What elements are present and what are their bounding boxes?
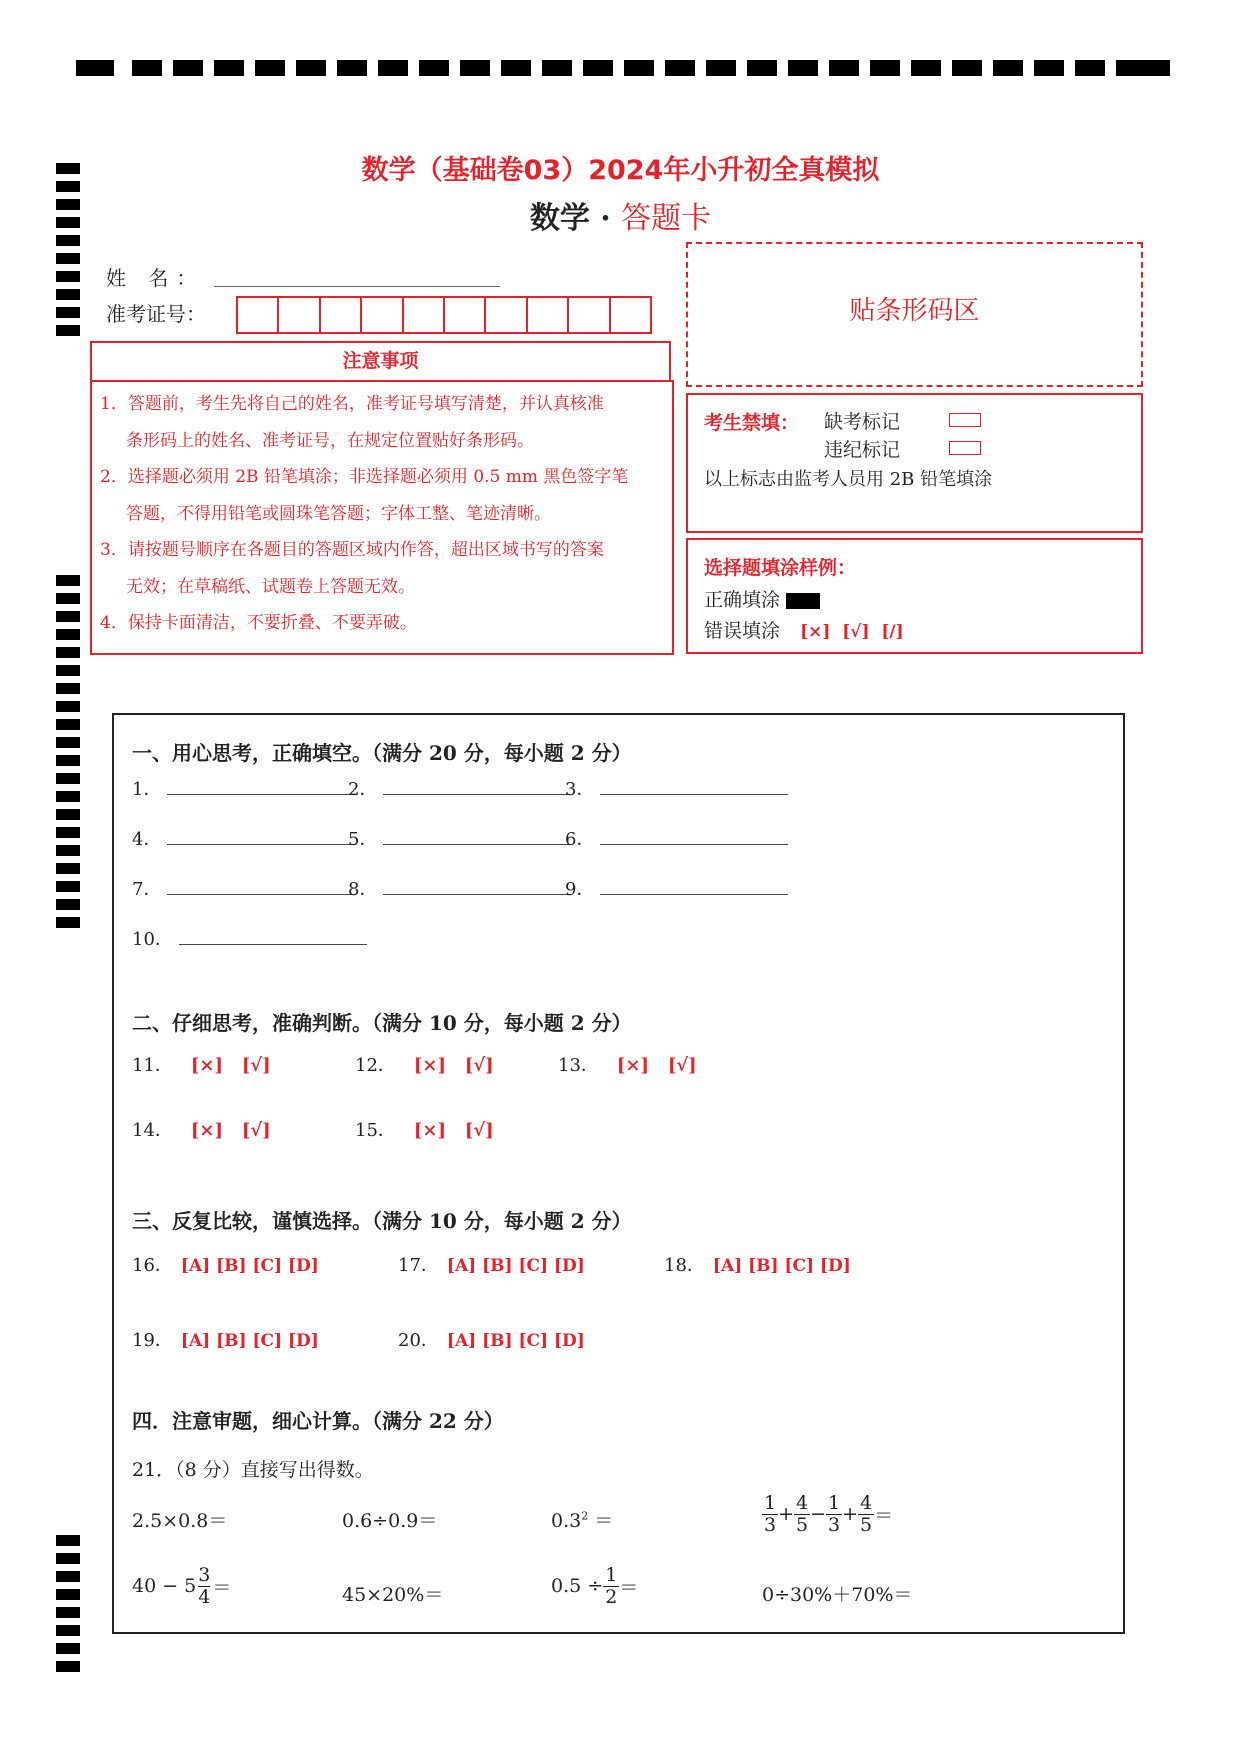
choice-item [664, 1251, 851, 1277]
fill-item-number: 4． [132, 829, 162, 850]
expr-7-head: 0.5 ÷ [551, 1575, 604, 1598]
timing-dash [583, 60, 613, 76]
expr-5 [132, 1565, 231, 1608]
judge-item-number: 13． [558, 1055, 599, 1076]
exam-digit-box[interactable] [569, 296, 610, 334]
choice-item-number: 16． [132, 1255, 173, 1276]
timing-dash [214, 60, 244, 76]
sample-wrong-marks: [×] [√] [/] [800, 622, 904, 642]
timing-mark [56, 629, 80, 640]
fill-item-number: 2． [348, 779, 378, 800]
timing-dash [76, 60, 114, 76]
frac-4-5-b [858, 1493, 874, 1536]
timing-dash [624, 60, 654, 76]
timing-marks-left-2 [56, 575, 80, 940]
timing-mark [56, 809, 80, 820]
timing-mark [56, 683, 80, 694]
timing-mark [56, 719, 80, 730]
timing-mark [56, 737, 80, 748]
absent-mark-box[interactable] [949, 413, 981, 427]
timing-dash [378, 60, 408, 76]
expr-7 [551, 1565, 638, 1608]
expr-3-exp: 2 [581, 1509, 589, 1523]
expr-4 [762, 1493, 893, 1536]
num: 1 [828, 1492, 841, 1514]
name-label: 姓 名： [106, 266, 205, 290]
choice-options[interactable]: [A] [B] [C] [D] [446, 1256, 585, 1276]
judge-item [355, 1116, 494, 1142]
notice-item-2b: 答题，不得用铅笔或圆珠笔答题；字体工整、笔迹清晰。 [126, 503, 551, 524]
choice-item [398, 1326, 585, 1352]
sample-title: 选择题填涂样例： [704, 557, 857, 579]
timing-mark [56, 593, 80, 604]
fill-item [348, 825, 571, 851]
timing-dash [952, 60, 982, 76]
frac-1-3-b [826, 1493, 842, 1536]
exam-number-boxes[interactable] [236, 296, 652, 334]
frac-3-4 [196, 1565, 212, 1608]
timing-dash [665, 60, 695, 76]
timing-mark [56, 253, 80, 264]
timing-mark [56, 917, 80, 928]
answer-blank[interactable] [167, 780, 355, 795]
plus: + [842, 1503, 859, 1526]
choice-item-number: 19． [132, 1330, 173, 1351]
section-4-title: 四．注意审题，细心计算。（满分 22 分） [132, 1409, 504, 1433]
answer-blank[interactable] [167, 880, 355, 895]
plus: + [778, 1503, 795, 1526]
fill-item [132, 875, 355, 901]
num: 1 [605, 1564, 618, 1586]
fill-item-number: 5． [348, 829, 378, 850]
timing-mark [56, 325, 80, 336]
timing-dash [706, 60, 736, 76]
timing-mark [56, 1571, 80, 1582]
answer-blank[interactable] [383, 780, 571, 795]
num: 4 [796, 1492, 809, 1514]
answer-blank[interactable] [600, 880, 788, 895]
num: 4 [860, 1492, 873, 1514]
subtitle-black: 数学 · [529, 201, 611, 236]
fill-item-number: 10． [132, 929, 173, 950]
timing-mark [56, 1535, 80, 1546]
judge-marks[interactable]: [×] [√] [413, 1120, 494, 1141]
exam-digit-box[interactable] [528, 296, 569, 334]
timing-dash [296, 60, 326, 76]
judge-item [355, 1051, 494, 1077]
num: 3 [198, 1564, 211, 1586]
violation-label: 违纪标记 [824, 439, 901, 461]
den: 5 [860, 1513, 873, 1536]
timing-mark [56, 307, 80, 318]
timing-dash [993, 60, 1023, 76]
subtitle-red: 答题卡 [621, 201, 712, 236]
exam-number-label: 准考证号： [106, 302, 206, 326]
notice-item-1b: 条形码上的姓名、准考证号，在规定位置贴好条形码。 [126, 430, 534, 451]
choice-options[interactable]: [A] [B] [C] [D] [180, 1256, 319, 1276]
judge-item [558, 1051, 697, 1077]
timing-mark [56, 899, 80, 910]
minus: − [810, 1503, 827, 1526]
choice-item [398, 1251, 585, 1277]
expr-5-head: 40 − 5 [132, 1575, 197, 1598]
forbidden-note: 以上标志由监考人员用 2B 铅笔填涂 [704, 469, 993, 490]
judge-item-number: 11． [132, 1055, 173, 1076]
expr-1: 2.5×0.8＝ [132, 1510, 228, 1532]
section-3-title: 三、反复比较，谨慎选择。（满分 10 分，每小题 2 分） [132, 1209, 632, 1233]
fill-item-number: 7． [132, 879, 162, 900]
forbidden-box [686, 393, 1143, 533]
timing-mark [56, 827, 80, 838]
fill-item [348, 875, 571, 901]
exam-digit-box[interactable] [362, 296, 403, 334]
fill-item [565, 825, 788, 851]
choice-item-number: 20． [398, 1330, 439, 1351]
answer-blank[interactable] [600, 780, 788, 795]
exam-digit-box[interactable] [236, 296, 279, 334]
timing-dash [542, 60, 572, 76]
timing-dash [870, 60, 900, 76]
timing-mark [56, 647, 80, 658]
timing-dash [911, 60, 941, 76]
timing-dash [460, 60, 490, 76]
exam-digit-box[interactable] [321, 296, 362, 334]
timing-mark [56, 289, 80, 300]
num: 1 [764, 1492, 777, 1514]
notice-title: 注意事项 [342, 350, 419, 372]
timing-dash [419, 60, 449, 76]
fill-item [348, 775, 571, 801]
sample-wrong [704, 616, 904, 643]
judge-marks[interactable]: [×] [√] [616, 1055, 697, 1076]
section-1-title: 一、用心思考，正确填空。（满分 20 分，每小题 2 分） [132, 741, 632, 765]
sample-box [686, 538, 1143, 654]
question-21: 21．（8 分）直接写出得数。 [132, 1459, 374, 1481]
exam-digit-box[interactable] [486, 296, 527, 334]
timing-mark [56, 791, 80, 802]
choice-options[interactable]: [A] [B] [C] [D] [446, 1331, 585, 1351]
notice-item-4: 4．保持卡面清洁，不要折叠、不要弄破。 [100, 613, 417, 633]
timing-mark [56, 611, 80, 622]
judge-item [132, 1116, 271, 1142]
expr-2: 0.6÷0.9＝ [342, 1510, 438, 1532]
den: 2 [605, 1585, 618, 1608]
answer-blank[interactable] [179, 930, 367, 945]
timing-mark [56, 665, 80, 676]
barcode-area [686, 242, 1143, 387]
fill-item-number: 9． [565, 879, 595, 900]
timing-mark [56, 1607, 80, 1618]
timing-dash [788, 60, 818, 76]
frac-4-5-a [794, 1493, 810, 1536]
den: 3 [828, 1513, 841, 1536]
timing-dash [501, 60, 531, 76]
timing-mark [56, 1625, 80, 1636]
answer-blank[interactable] [167, 830, 355, 845]
answer-blank[interactable] [383, 880, 571, 895]
choice-item [132, 1251, 319, 1277]
notice-item-3: 3．请按题号顺序在各题目的答题区域内作答，超出区域书写的答案 [100, 540, 604, 560]
timing-mark [56, 1661, 80, 1672]
notice-header [90, 341, 671, 382]
frac-1-2 [603, 1565, 619, 1608]
fill-item [132, 775, 355, 801]
exam-digit-box[interactable] [404, 296, 445, 334]
timing-mark [56, 773, 80, 784]
expr-8: 0÷30%＋70%＝ [762, 1584, 913, 1606]
name-field[interactable] [214, 286, 500, 287]
choice-options[interactable]: [A] [B] [C] [D] [180, 1331, 319, 1351]
timing-dash [337, 60, 367, 76]
notice-item-1: 1．答题前，考生先将自己的姓名，准考证号填写清楚，并认真核准 [100, 394, 604, 414]
den: 5 [796, 1513, 809, 1536]
timing-dash [1075, 60, 1105, 76]
equals: ＝ [874, 1504, 894, 1527]
timing-mark [56, 755, 80, 766]
timing-mark [56, 1589, 80, 1600]
absent-label: 缺考标记 [824, 411, 901, 433]
judge-marks[interactable]: [×] [√] [190, 1120, 271, 1141]
timing-mark [56, 845, 80, 856]
answer-area [112, 713, 1125, 1634]
notice-body [90, 380, 674, 655]
timing-dash [132, 60, 162, 76]
expr-3-tail: ＝ [588, 1510, 614, 1532]
judge-item-number: 12． [355, 1055, 396, 1076]
fill-item-number: 6． [565, 829, 595, 850]
forbidden-title: 考生禁填： [704, 412, 800, 434]
fill-item [132, 825, 355, 851]
timing-mark [56, 863, 80, 874]
filled-mark-icon [786, 593, 820, 609]
den: 4 [198, 1585, 211, 1608]
timing-marks-top [76, 58, 1168, 80]
expr-6: 45×20%＝ [342, 1584, 444, 1606]
sample-wrong-label: 错误填涂 [704, 620, 781, 642]
choice-item [132, 1326, 319, 1352]
judge-item-number: 15． [355, 1120, 396, 1141]
frac-1-3-a [762, 1493, 778, 1536]
fill-item [132, 925, 367, 951]
choice-item-number: 17． [398, 1255, 439, 1276]
timing-mark [56, 575, 80, 586]
barcode-label: 贴条形码区 [849, 296, 980, 326]
timing-mark [56, 1643, 80, 1654]
expr-3-base: 0.3 [551, 1510, 582, 1532]
choice-item-number: 18． [664, 1255, 705, 1276]
fill-item-number: 3． [565, 779, 595, 800]
exam-digit-box[interactable] [611, 296, 652, 334]
answer-blank[interactable] [383, 830, 571, 845]
fill-item [565, 775, 788, 801]
page-subtitle [0, 193, 1241, 237]
timing-marks-left-1 [56, 163, 80, 343]
judge-marks[interactable]: [×] [√] [190, 1055, 271, 1076]
sample-correct-label: 正确填涂 [704, 589, 781, 611]
answer-blank[interactable] [600, 830, 788, 845]
timing-dash [173, 60, 203, 76]
judge-item-number: 14． [132, 1120, 173, 1141]
page-title: 数学（基础卷03）2024年小升初全真模拟 [361, 155, 880, 186]
expr-7-tail: ＝ [619, 1576, 639, 1599]
judge-item [132, 1051, 271, 1077]
fill-item-number: 8． [348, 879, 378, 900]
choice-options[interactable]: [A] [B] [C] [D] [712, 1256, 851, 1276]
sample-correct [704, 585, 820, 612]
timing-dash [1132, 60, 1170, 76]
notice-item-3b: 无效；在草稿纸、试题卷上答题无效。 [126, 576, 415, 597]
fill-item-number: 1． [132, 779, 162, 800]
expr-5-tail: ＝ [212, 1576, 232, 1599]
judge-marks[interactable]: [×] [√] [413, 1055, 494, 1076]
timing-dash [1034, 60, 1064, 76]
timing-mark [56, 271, 80, 282]
fill-item [565, 875, 788, 901]
timing-dash [255, 60, 285, 76]
timing-mark [56, 701, 80, 712]
den: 3 [764, 1513, 777, 1536]
exam-digit-box[interactable] [279, 296, 320, 334]
violation-mark-box[interactable] [949, 441, 981, 455]
expr-3 [551, 1506, 613, 1533]
timing-mark [56, 881, 80, 892]
section-2-title: 二、仔细思考，准确判断。（满分 10 分，每小题 2 分） [132, 1011, 632, 1035]
timing-dash [829, 60, 859, 76]
notice-item-2: 2．选择题必须用 2B 铅笔填涂；非选择题必须用 0.5 mm 黑色签字笔 [100, 467, 629, 487]
exam-digit-box[interactable] [445, 296, 486, 334]
timing-mark [56, 1553, 80, 1564]
timing-dash [747, 60, 777, 76]
timing-marks-left-3 [56, 1535, 80, 1675]
